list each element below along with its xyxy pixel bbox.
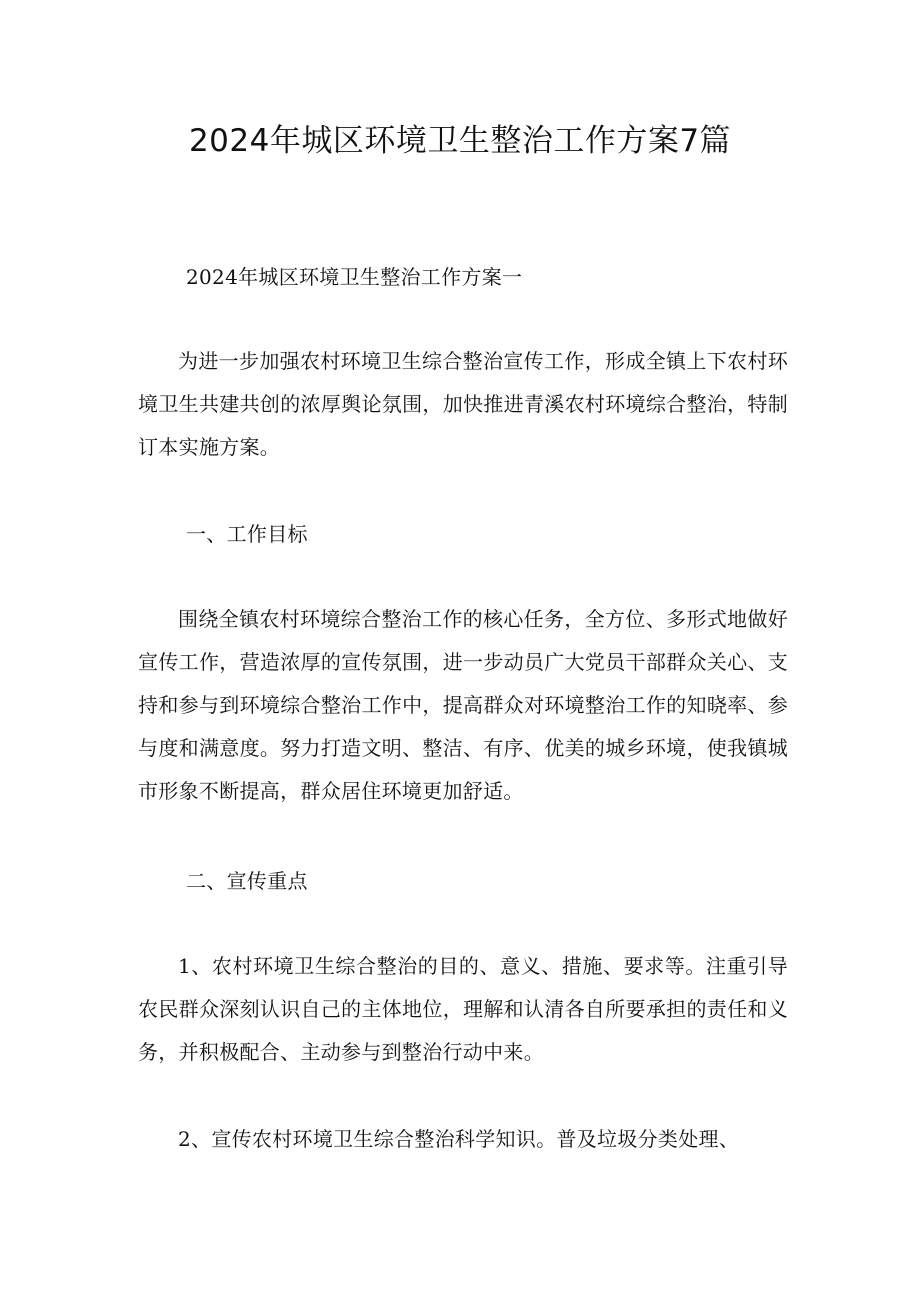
intro-paragraph: 为进一步加强农村环境卫生综合整治宣传工作，形成全镇上下农村环境卫生共建共创的浓厚舆论氛围，加快推进青溪农村环境综合整治，特制订本实施方案。 [138,349,788,459]
section-heading-goals: 一、工作目标 [186,522,308,546]
goals-paragraph: 围绕全镇农村环境综合整治工作的核心任务，全方位、多形式地做好宣传工作，营造浓厚的宣传氛围，进一步动员广大党员干部群众关心、支持和参与到环境综合整治工作中，提高群众对环境整治工作的知晓率、参与度和满意度。努力打造文明、整洁、有序、优美的城乡环境，使我镇城市形象不断提高，群众居住环境更加舒适。 [138,607,788,803]
plan-subtitle: 2024年城区环境卫生整治工作方案一 [186,265,523,289]
focus-point-1: 1、农村环境卫生综合整治的目的、意义、措施、要求等。注重引导农民群众深刻认识自己的主体地位，理解和认清各自所要承担的责任和义务，并积极配合、主动参与到整治行动中来。 [138,954,788,1064]
section-heading-focus: 二、宣传重点 [186,869,308,893]
focus-point-2: 2、宣传农村环境卫生综合整治科学知识。普及垃圾分类处理、 [178,1127,740,1151]
document-title: 2024年城区环境卫生整治工作方案7篇 [188,123,732,159]
